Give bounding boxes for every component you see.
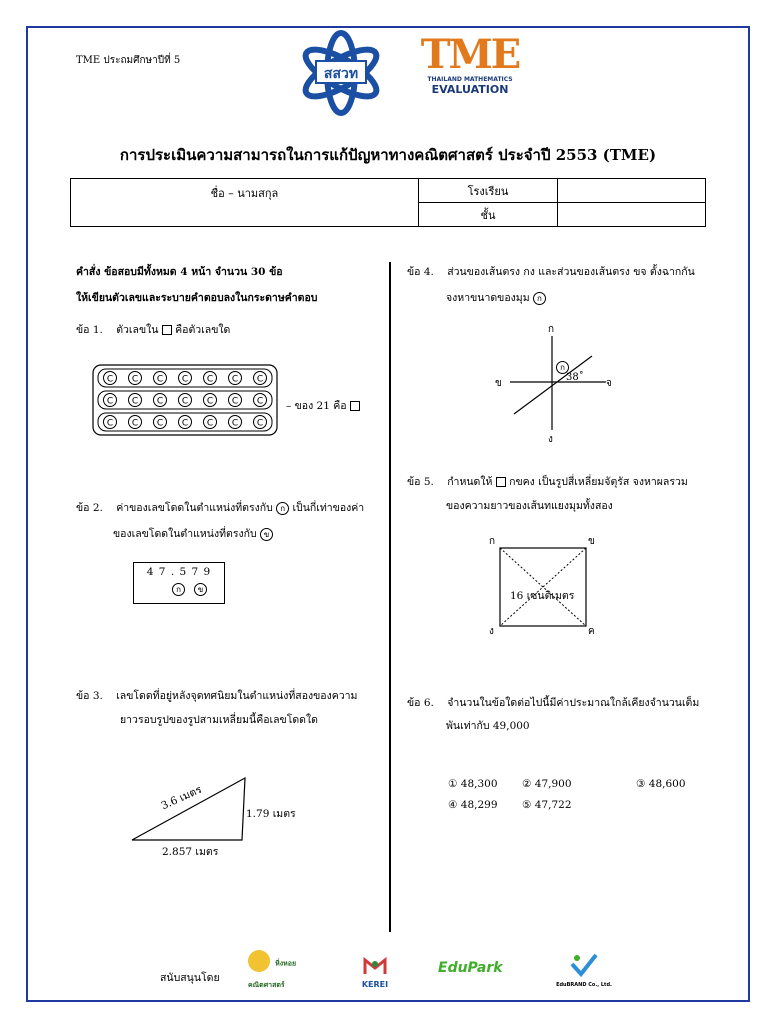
coin-label: C <box>231 396 239 407</box>
q6-option-2[interactable] <box>522 778 572 790</box>
q1-label: ข้อ 1. <box>76 324 103 336</box>
sponsor-logo-2-text: KEREI <box>361 980 389 989</box>
q5-line1-wrap <box>407 474 688 490</box>
coin-label: C <box>181 374 189 385</box>
coin-label: C <box>106 418 114 429</box>
ipst-logo <box>286 28 396 118</box>
angle-mark-icon: ก <box>533 292 546 305</box>
q1-suffix-wrap <box>286 398 360 414</box>
answer-square-icon <box>350 401 360 411</box>
option-4-value: 48,299 <box>460 799 498 811</box>
instructions-line2: ให้เขียนตัวเลขและระบายคำตอบลงในกระดาษคำตอบ <box>76 292 318 304</box>
q2 <box>76 500 376 516</box>
q1-suffix: – ของ 21 คือ <box>286 400 347 412</box>
tme-logo-line2: EVALUATION <box>431 83 509 96</box>
q4-point-bottom: ง <box>548 434 553 445</box>
q2-number: 4 7 . 5 7 9 <box>146 566 212 578</box>
coin-tray-figure <box>92 364 278 436</box>
q2-line1b: เป็นกี่เท่าของค่า <box>292 502 365 514</box>
coin-label: C <box>256 396 264 407</box>
page-title: การประเมินความสามารถในการแก้ปัญหาทางคณิตศาสตร์ ประจำปี 2553 (TME) <box>119 146 657 164</box>
q2-line2-wrap <box>113 526 273 542</box>
coin-label: C <box>156 418 164 429</box>
q1 <box>76 322 230 338</box>
triangle-figure <box>130 772 250 844</box>
name-cell: ชื่อ – นามสกุล <box>71 179 419 227</box>
instructions-line1: คำสั่ง ข้อสอบมีทั้งหมด 4 หน้า จำนวน 30 ข้อ <box>76 266 283 278</box>
class-label: ชั้น <box>419 203 558 227</box>
q2-mark-b-under: ข <box>194 583 207 596</box>
q3-label: ข้อ 3. <box>76 690 103 702</box>
coin-label: C <box>256 374 264 385</box>
coin-label: C <box>131 374 139 385</box>
q6-label: ข้อ 6. <box>407 697 434 709</box>
coin-label: C <box>131 418 139 429</box>
q1-text2: คือตัวเลขใด <box>175 324 231 336</box>
q6-line1: จำนวนในข้อใดต่อไปนี้มีค่าประมาณใกล้เคียงจำนวนเต็ม <box>447 697 700 709</box>
q2-line2: ของเลขโดดในตำแหน่งที่ตรงกับ <box>113 528 257 540</box>
q5-corner-tl: ก <box>489 536 496 547</box>
tme-logo-letters: TME <box>420 31 520 78</box>
sponsor-logo-3: EduPark <box>438 960 503 976</box>
q2-mark-a-under: ก <box>172 583 185 596</box>
perpendicular-lines-figure <box>500 330 610 440</box>
sponsor-logo-4-text: EduBRAND Co., Ltd. <box>556 982 612 988</box>
school-value <box>558 179 706 203</box>
sponsor-label: สนับสนุนโดย <box>160 972 220 984</box>
option-2-icon: ② <box>522 778 532 790</box>
coin-label: C <box>206 418 214 429</box>
q4-line2-wrap <box>446 290 546 306</box>
q3-line1-wrap <box>76 688 357 704</box>
q4-line1: ส่วนของเส้นตรง กง และส่วนของเส้นตรง ขจ ตั้งฉากกัน <box>447 266 695 278</box>
q5-corner-bl: ง <box>489 626 494 637</box>
mark-b-icon: ข <box>260 528 273 541</box>
option-3-value: 48,600 <box>648 778 686 790</box>
option-2-value: 47,900 <box>534 778 572 790</box>
option-1-value: 48,300 <box>460 778 498 790</box>
q5-square-icon <box>496 477 506 487</box>
q6-option-1[interactable] <box>448 778 498 790</box>
student-info-table <box>70 178 706 227</box>
sponsor-logo-1 <box>248 950 318 990</box>
class-value <box>558 203 706 227</box>
q3-side-a: 3.6 เมตร <box>159 783 204 813</box>
q4-point-left: ข <box>495 378 502 389</box>
q2-number-box <box>133 562 225 604</box>
coin-label: C <box>181 396 189 407</box>
q6-option-4[interactable] <box>448 799 498 811</box>
tme-logo <box>420 31 520 116</box>
coin-label: C <box>231 374 239 385</box>
q3-line2: ยาวรอบรูปของรูปสามเหลี่ยมนี้คือเลขโดดใด <box>120 714 318 726</box>
square-figure <box>496 544 590 630</box>
coin-label: C <box>156 374 164 385</box>
q4-label: ข้อ 4. <box>407 266 434 278</box>
coin-label: C <box>106 396 114 407</box>
option-5-icon: ⑤ <box>522 799 532 811</box>
coin-label: C <box>206 374 214 385</box>
sponsor-logo-4 <box>556 952 612 988</box>
q5-line1a: กำหนดให้ <box>447 476 493 488</box>
q4-point-top: ก <box>548 324 555 335</box>
q6-line2: พันเท่ากับ 49,000 <box>446 720 530 732</box>
kerei-mark-icon <box>362 956 388 976</box>
coin-label: C <box>181 418 189 429</box>
q6-line1-wrap <box>407 695 699 711</box>
option-3-icon: ③ <box>636 778 646 790</box>
q3-side-c: 2.857 เมตร <box>162 846 219 858</box>
q5-label: ข้อ 5. <box>407 476 434 488</box>
q1-text: ตัวเลขใน <box>116 324 159 336</box>
q2-line1a: ค่าของเลขโดดในตำแหน่งที่ตรงกับ <box>116 502 273 514</box>
q4-line1-wrap <box>407 264 695 280</box>
coin-label: C <box>131 396 139 407</box>
coin-label: C <box>206 396 214 407</box>
q3-line1: เลขโดดที่อยู่หลังจุดทศนิยมในตำแหน่งที่สองของความ <box>116 690 358 702</box>
option-4-icon: ④ <box>448 799 458 811</box>
sponsor-logo-2 <box>354 956 396 989</box>
blank-square-icon <box>162 325 172 335</box>
q4-line2: จงหาขนาดของมุม <box>446 292 530 304</box>
q2-label: ข้อ 2. <box>76 502 103 514</box>
column-divider <box>389 262 391 932</box>
q5-corner-tr: ข <box>588 536 595 547</box>
checkmark-logo-icon <box>569 952 599 978</box>
coin-label: C <box>256 418 264 429</box>
q5-corner-br: ค <box>588 626 595 637</box>
coin-label: C <box>106 374 114 385</box>
q4-angle-value: 38˚ <box>566 372 584 383</box>
q5-line1b: กขคง เป็นรูปสี่เหลี่ยมจัตุรัส จงหาผลรวม <box>509 476 688 488</box>
coin-label: C <box>231 418 239 429</box>
coin-label: C <box>156 396 164 407</box>
q3-side-b: 1.79 เมตร <box>246 808 296 820</box>
q5-inner-label: 16 เซนติเมตร <box>510 590 575 602</box>
school-label: โรงเรียน <box>419 179 558 203</box>
option-1-icon: ① <box>448 778 458 790</box>
q5-line2: ของความยาวของเส้นทแยงมุมทั้งสอง <box>446 500 613 512</box>
grade-label: TME ประถมศึกษาปีที่ 5 <box>76 55 181 66</box>
mark-a-icon: ก <box>276 502 289 515</box>
ipst-logo-text: สสวท <box>323 66 359 82</box>
tme-logo-line1: THAILAND MATHEMATICS <box>427 76 513 83</box>
q4-angle-mark: ก <box>556 361 569 374</box>
sponsor-logo-1-text: หิ่งหอยคณิตศาสตร์ <box>248 958 297 989</box>
option-5-value: 47,722 <box>534 799 572 811</box>
q6-option-5[interactable] <box>522 799 572 811</box>
q4-point-right: จ <box>606 378 612 389</box>
q6-option-3[interactable] <box>636 778 686 790</box>
